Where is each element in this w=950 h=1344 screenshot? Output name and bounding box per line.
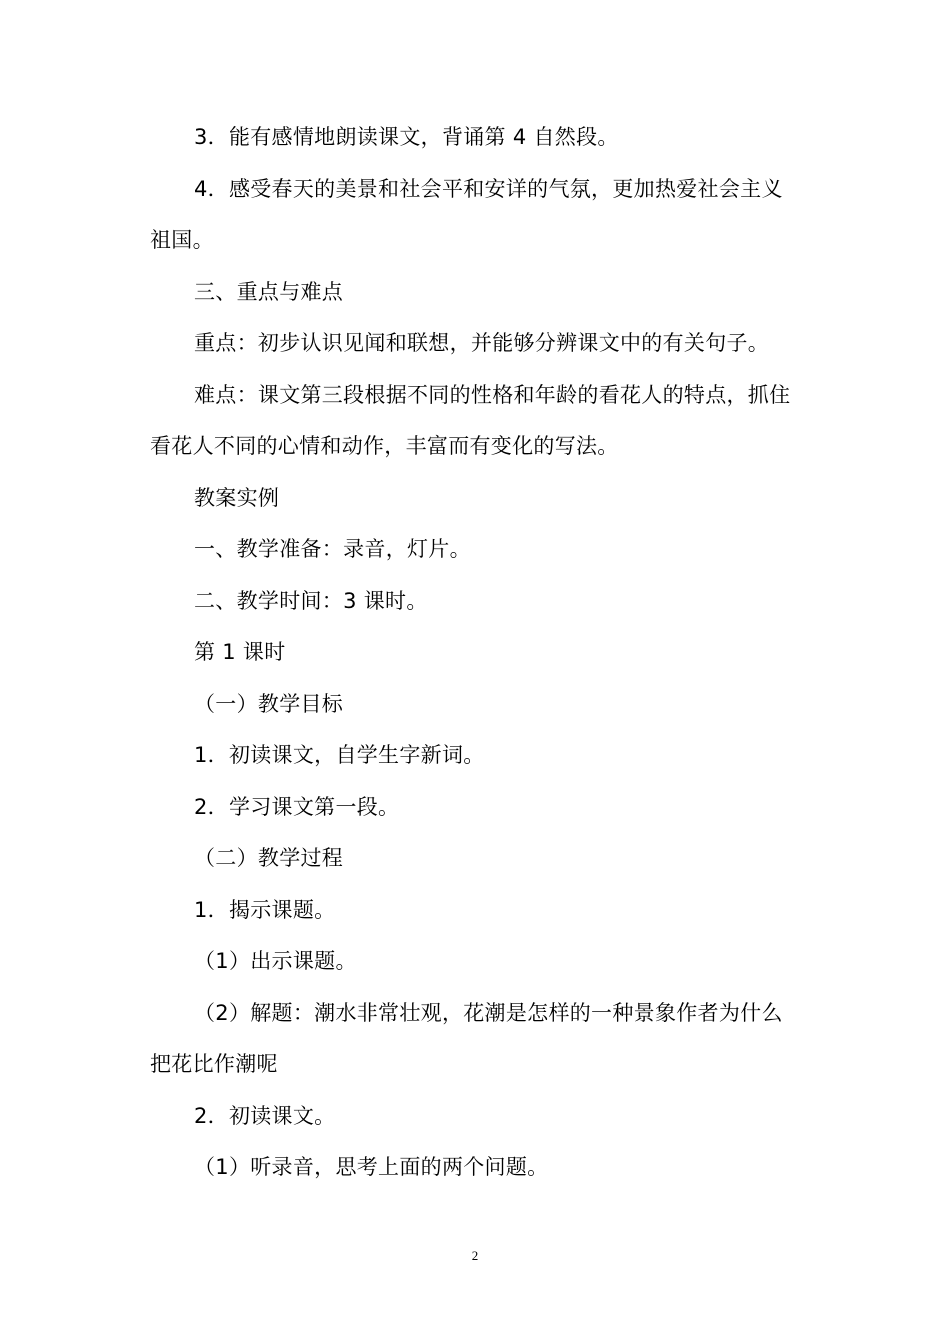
section-heading-key-points: 三、重点与难点 [194,279,344,304]
heading-teaching-goals: （一）教学目标 [194,691,344,716]
paragraph-step-2: 2．初读课文。 [194,1103,336,1128]
paragraph-teaching-prep: 一、教学准备：录音，灯片。 [194,537,471,561]
heading-lesson-example: 教案实例 [194,485,280,510]
paragraph-key-point: 重点：初步认识见闻和联想，并能够分辨课文中的有关句子。 [194,331,770,355]
body-text [150,112,802,1194]
paragraph-step-1: 1．揭示课题。 [194,897,336,922]
paragraph-objective-4: 4．感受春天的美景和社会平和安详的气氛，更加热爱社会主义祖国。 [150,176,783,252]
paragraph-step-1-2: （2）解题：潮水非常壮观，花潮是怎样的一种景象作者为什么把花比作潮呢 [150,1000,783,1076]
page-number: 2 [471,1248,479,1263]
paragraph-objective-3: 3．能有感情地朗读课文，背诵第 4 自然段。 [194,125,619,149]
paragraph-step-1-1: （1）出示课题。 [194,949,357,973]
paragraph-goal-1: 1．初读课文，自学生字新词。 [194,743,485,767]
paragraph-goal-2: 2．学习课文第一段。 [194,794,400,819]
heading-lesson-1: 第 1 课时 [194,640,286,664]
heading-teaching-process: （二）教学过程 [194,846,344,870]
paragraph-step-2-1: （1）听录音，思考上面的两个问题。 [194,1155,549,1179]
paragraph-difficulty: 难点：课文第三段根据不同的性格和年龄的看花人的特点，抓住看花人不同的心情和动作，丰富而有变化的写法。 [150,382,791,458]
paragraph-teaching-time: 二、教学时间：3 课时。 [194,588,428,613]
